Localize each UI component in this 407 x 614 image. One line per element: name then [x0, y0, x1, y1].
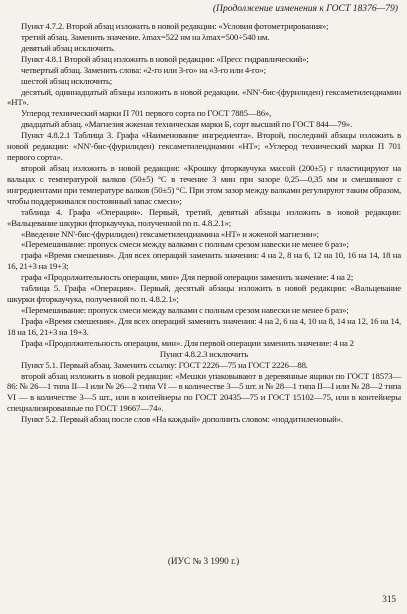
paragraph: девятый абзац исключить.	[21, 42, 115, 53]
paragraph: «Перемешивание: пропуск смеси между валками с полным срезом навески не менее 6 раз»;	[21, 304, 349, 315]
paragraph: графа «Продолжительность операции, мин» Для первой операции заменить значение: 4 на 2;	[21, 272, 354, 283]
paragraph: Пункт 4.8.2.3 исключить	[159, 348, 249, 359]
document-body	[7, 21, 401, 425]
paragraph: Графа «Время смешения». Для всех операций заменить значения: 4 на 2, 6 на 4, 10 на 8, 14 на 12, 16 на 14, 18 на 16, 21+3 на 19+3.	[7, 315, 401, 337]
paragraph: «Перемешивание: пропуск смеси между валками с полным срезом навески не менее 6 раз»;	[21, 239, 349, 250]
page-number: 315	[382, 594, 396, 604]
paragraph: «Введение NN'-бис-(фурилиден) гексаметилендиамина «НТ» и жженой магнезии»;	[21, 228, 319, 239]
paragraph: второй абзац изложить в новой редакции: «Мешки упаковывают в деревянные ящики по ГОСТ 18573—86: № 26—1 типа II—I или № 26—2 типа VI — в количестве 3—5 шт. и № 28—1 типа II—I или № 28—2 типа VI — в количестве 3—5 шт., или в контейнеры по ГОСТ 20435—75 и ГОСТ 15102—75, или в контейнеры специализированные по ГОСТ 19667—74».	[7, 370, 401, 414]
paragraph: третий абзац. Заменить значение. λmax=522 нм на λmax=500÷540 нм.	[21, 31, 270, 42]
paragraph: Графа «Продолжительность операции, мин». Для первой операции заменить значение: 4 на 2	[21, 337, 354, 348]
paragraph: графа «Время смешения». Для всех операций заменить значения: 4 на 2, 8 на 6, 12 на 10, 16 на 14, 18 на 16, 21+3 на 19+3;	[7, 250, 401, 272]
paragraph: четвертый абзац. Заменить слова: «2-го или 3-го» на «3-го или 4-го»;	[21, 64, 266, 75]
running-header: (Продолжение изменения к ГОСТ 18376—79)	[212, 3, 398, 14]
paragraph: таблица 5. Графа «Операция». Первый, десятый абзацы изложить в новой редакции: «Вальцевание шкурки фторкаучука, полученной по п. 4.8.2.1»;	[7, 283, 401, 305]
paragraph: Пункт 5.2. Первый абзац после слов «На каждый» дополнить словом: «поддитиленовый».	[21, 414, 343, 425]
paragraph: шестой абзац исключить;	[21, 75, 113, 86]
paragraph: десятый, одиннадцатый абзацы изложить в новой редакции. «NN'-бис-(фурилиден) гексаметилендиамин «НТ».	[7, 86, 401, 108]
paragraph: таблица 4. Графа «Операция». Первый, третий, девятый абзацы изложить в новой редакции: «Вальцевание шкурки фторкаучука, полученной по п. 4.8.2.1»;	[7, 206, 401, 228]
paragraph: двадцатый абзац. «Магнезия жженая техническая марки Б, сорт высший по ГОСТ 844—79».	[21, 119, 353, 130]
footer-note: (ИУС № 3 1990 г.)	[167, 556, 240, 566]
paragraph: Пункт 5.1. Первый абзац. Заменить ссылку: ГОСТ 2226—75 на ГОСТ 2226—88.	[21, 359, 308, 370]
paragraph: Пункт 4.8.1 Второй абзац изложить в новой редакции: «Пресс гидравлический»;	[21, 53, 309, 64]
paragraph: Углерод технический марки П 701 первого сорта по ГОСТ 7885—86»,	[21, 108, 272, 119]
paragraph: Пункт 4.8.2.1 Таблица 3. Графа «Наименование ингредиента». Второй, последний абзацы изложить в новой редакции: «NN'-бис-(фурилиден) гексаметилендиамин «НТ»; «Углерод технический марки П 701 первого сорта».	[7, 130, 401, 163]
paragraph: второй абзац изложить в новой редакции: «Крошку фторкаучука массой (200±5) г пластицируют на вальцах с температурой валков (50±5) °С в течение 3 мин при зазоре 0,25—0,35 мм и смешивают с ингредиентами при температуре валков (50±5) °С. При этом зазор между валками регулируют таким образом, чтобы поддерживался постоянный запас смеси»;	[7, 162, 401, 206]
paragraph: Пункт 4.7.2. Второй абзац изложить в новой редакции: «Условия фотометрирования»;	[21, 21, 329, 31]
